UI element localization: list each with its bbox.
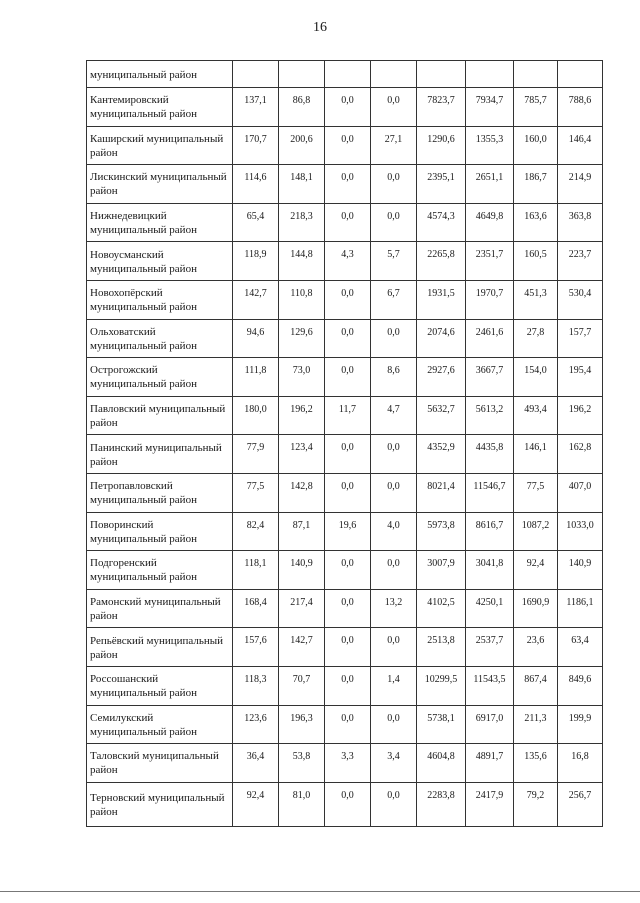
value-cell: 195,4 <box>558 358 603 397</box>
value-cell: 788,6 <box>558 88 603 127</box>
value-cell: 1355,3 <box>466 126 514 165</box>
table-row <box>87 628 603 667</box>
value-cell: 5973,8 <box>417 512 466 551</box>
value-cell: 23,6 <box>514 628 558 667</box>
value-cell: 0,0 <box>325 628 371 667</box>
value-cell: 146,1 <box>514 435 558 474</box>
value-cell: 2537,7 <box>466 628 514 667</box>
value-cell: 0,0 <box>325 203 371 242</box>
value-cell: 0,0 <box>371 435 417 474</box>
value-cell: 11543,5 <box>466 666 514 705</box>
value-cell: 186,7 <box>514 165 558 204</box>
value-cell: 162,8 <box>558 435 603 474</box>
value-cell: 11546,7 <box>466 473 514 512</box>
value-cell: 13,2 <box>371 589 417 628</box>
value-cell: 144,8 <box>279 242 325 281</box>
value-cell: 0,0 <box>325 551 371 590</box>
value-cell: 27,1 <box>371 126 417 165</box>
district-name-cell: Каширский муниципальный район <box>87 126 233 165</box>
value-cell: 1033,0 <box>558 512 603 551</box>
value-cell: 118,3 <box>233 666 279 705</box>
value-cell: 142,8 <box>279 473 325 512</box>
value-cell <box>233 61 279 88</box>
value-cell: 0,0 <box>371 165 417 204</box>
value-cell: 5613,2 <box>466 396 514 435</box>
value-cell: 2395,1 <box>417 165 466 204</box>
value-cell: 3,3 <box>325 744 371 783</box>
value-cell: 123,6 <box>233 705 279 744</box>
value-cell: 86,8 <box>279 88 325 127</box>
value-cell: 1970,7 <box>466 280 514 319</box>
value-cell: 0,0 <box>325 358 371 397</box>
table-row <box>87 744 603 783</box>
value-cell: 157,7 <box>558 319 603 358</box>
value-cell: 114,6 <box>233 165 279 204</box>
district-name-cell: муниципальный район <box>87 61 233 88</box>
value-cell: 0,0 <box>325 473 371 512</box>
value-cell: 65,4 <box>233 203 279 242</box>
table-row <box>87 203 603 242</box>
table-row <box>87 126 603 165</box>
table-row <box>87 61 603 88</box>
value-cell: 6,7 <box>371 280 417 319</box>
value-cell: 73,0 <box>279 358 325 397</box>
value-cell: 157,6 <box>233 628 279 667</box>
value-cell: 0,0 <box>325 280 371 319</box>
table-row <box>87 666 603 705</box>
district-name-cell: Репьёвский муниципальный район <box>87 628 233 667</box>
table-row <box>87 551 603 590</box>
value-cell: 92,4 <box>514 551 558 590</box>
value-cell: 0,0 <box>325 126 371 165</box>
value-cell: 196,3 <box>279 705 325 744</box>
value-cell: 10299,5 <box>417 666 466 705</box>
value-cell: 4891,7 <box>466 744 514 783</box>
district-name-cell: Россошанский муниципальный район <box>87 666 233 705</box>
value-cell: 211,3 <box>514 705 558 744</box>
value-cell: 0,0 <box>325 666 371 705</box>
value-cell: 0,0 <box>325 705 371 744</box>
value-cell: 0,0 <box>371 88 417 127</box>
value-cell: 129,6 <box>279 319 325 358</box>
value-cell: 5632,7 <box>417 396 466 435</box>
table-row <box>87 358 603 397</box>
value-cell: 137,1 <box>233 88 279 127</box>
value-cell: 217,4 <box>279 589 325 628</box>
district-name-cell: Подгоренский муниципальный район <box>87 551 233 590</box>
value-cell: 63,4 <box>558 628 603 667</box>
value-cell: 0,0 <box>325 589 371 628</box>
value-cell: 1186,1 <box>558 589 603 628</box>
value-cell: 92,4 <box>233 782 279 826</box>
value-cell: 140,9 <box>279 551 325 590</box>
value-cell: 123,4 <box>279 435 325 474</box>
value-cell: 0,0 <box>371 551 417 590</box>
value-cell: 77,5 <box>514 473 558 512</box>
district-name-cell: Новоусманский муниципальный район <box>87 242 233 281</box>
value-cell: 160,0 <box>514 126 558 165</box>
value-cell: 7934,7 <box>466 88 514 127</box>
district-name-cell: Петропавловский муниципальный район <box>87 473 233 512</box>
value-cell <box>371 61 417 88</box>
table-row <box>87 512 603 551</box>
value-cell: 1690,9 <box>514 589 558 628</box>
value-cell: 148,1 <box>279 165 325 204</box>
value-cell: 785,7 <box>514 88 558 127</box>
value-cell: 0,0 <box>325 782 371 826</box>
table-row <box>87 88 603 127</box>
value-cell: 849,6 <box>558 666 603 705</box>
value-cell: 2927,6 <box>417 358 466 397</box>
value-cell: 2074,6 <box>417 319 466 358</box>
value-cell <box>325 61 371 88</box>
value-cell: 0,0 <box>325 88 371 127</box>
district-name-cell: Терновский муниципальный район <box>87 782 233 826</box>
value-cell: 135,6 <box>514 744 558 783</box>
table-row <box>87 782 603 826</box>
value-cell: 77,9 <box>233 435 279 474</box>
value-cell: 4,3 <box>325 242 371 281</box>
value-cell: 87,1 <box>279 512 325 551</box>
table-row <box>87 435 603 474</box>
value-cell: 8616,7 <box>466 512 514 551</box>
value-cell: 4102,5 <box>417 589 466 628</box>
value-cell: 256,7 <box>558 782 603 826</box>
value-cell: 4,7 <box>371 396 417 435</box>
value-cell: 27,8 <box>514 319 558 358</box>
value-cell: 110,8 <box>279 280 325 319</box>
value-cell: 79,2 <box>514 782 558 826</box>
value-cell: 1087,2 <box>514 512 558 551</box>
district-name-cell: Поворинский муниципальный район <box>87 512 233 551</box>
district-name-cell: Таловский муниципальный район <box>87 744 233 783</box>
table-body <box>87 61 603 827</box>
value-cell <box>466 61 514 88</box>
value-cell: 4,0 <box>371 512 417 551</box>
value-cell: 1931,5 <box>417 280 466 319</box>
value-cell: 4250,1 <box>466 589 514 628</box>
table-row <box>87 589 603 628</box>
value-cell: 8021,4 <box>417 473 466 512</box>
value-cell: 6917,0 <box>466 705 514 744</box>
value-cell: 223,7 <box>558 242 603 281</box>
value-cell: 867,4 <box>514 666 558 705</box>
value-cell: 4352,9 <box>417 435 466 474</box>
value-cell: 493,4 <box>514 396 558 435</box>
page-number: 16 <box>313 20 327 35</box>
value-cell: 11,7 <box>325 396 371 435</box>
district-name-cell: Рамонский муниципальный район <box>87 589 233 628</box>
value-cell: 0,0 <box>371 319 417 358</box>
table-row <box>87 242 603 281</box>
district-name-cell: Панинский муниципальный район <box>87 435 233 474</box>
value-cell: 0,0 <box>371 705 417 744</box>
value-cell: 2461,6 <box>466 319 514 358</box>
value-cell <box>417 61 466 88</box>
value-cell: 4649,8 <box>466 203 514 242</box>
value-cell: 2283,8 <box>417 782 466 826</box>
value-cell: 2651,1 <box>466 165 514 204</box>
value-cell: 2265,8 <box>417 242 466 281</box>
value-cell: 199,9 <box>558 705 603 744</box>
table-row <box>87 705 603 744</box>
value-cell: 1290,6 <box>417 126 466 165</box>
value-cell: 1,4 <box>371 666 417 705</box>
value-cell: 53,8 <box>279 744 325 783</box>
value-cell: 5738,1 <box>417 705 466 744</box>
value-cell: 19,6 <box>325 512 371 551</box>
value-cell: 0,0 <box>325 319 371 358</box>
value-cell <box>279 61 325 88</box>
value-cell: 196,2 <box>558 396 603 435</box>
district-name-cell: Острогожский муниципальный район <box>87 358 233 397</box>
value-cell <box>514 61 558 88</box>
value-cell: 214,9 <box>558 165 603 204</box>
district-data-table <box>86 60 603 827</box>
value-cell: 111,8 <box>233 358 279 397</box>
value-cell: 142,7 <box>279 628 325 667</box>
value-cell: 70,7 <box>279 666 325 705</box>
value-cell: 7823,7 <box>417 88 466 127</box>
value-cell: 82,4 <box>233 512 279 551</box>
value-cell: 94,6 <box>233 319 279 358</box>
value-cell: 118,1 <box>233 551 279 590</box>
table-row <box>87 280 603 319</box>
value-cell: 3041,8 <box>466 551 514 590</box>
value-cell: 407,0 <box>558 473 603 512</box>
value-cell: 2351,7 <box>466 242 514 281</box>
value-cell: 4604,8 <box>417 744 466 783</box>
value-cell: 140,9 <box>558 551 603 590</box>
value-cell: 36,4 <box>233 744 279 783</box>
value-cell <box>558 61 603 88</box>
value-cell: 4435,8 <box>466 435 514 474</box>
value-cell: 146,4 <box>558 126 603 165</box>
district-name-cell: Семилукский муниципальный район <box>87 705 233 744</box>
value-cell: 0,0 <box>371 628 417 667</box>
value-cell: 0,0 <box>371 203 417 242</box>
table-row <box>87 319 603 358</box>
value-cell: 16,8 <box>558 744 603 783</box>
value-cell: 2417,9 <box>466 782 514 826</box>
value-cell: 200,6 <box>279 126 325 165</box>
value-cell: 81,0 <box>279 782 325 826</box>
district-name-cell: Нижнедевицкий муниципальный район <box>87 203 233 242</box>
value-cell: 0,0 <box>371 782 417 826</box>
value-cell: 451,3 <box>514 280 558 319</box>
value-cell: 363,8 <box>558 203 603 242</box>
value-cell: 170,7 <box>233 126 279 165</box>
value-cell: 142,7 <box>233 280 279 319</box>
table-row <box>87 396 603 435</box>
table-row <box>87 165 603 204</box>
district-name-cell: Лискинский муниципальный район <box>87 165 233 204</box>
district-name-cell: Ольховатский муниципальный район <box>87 319 233 358</box>
district-name-cell: Кантемировский муниципальный район <box>87 88 233 127</box>
value-cell: 218,3 <box>279 203 325 242</box>
value-cell: 118,9 <box>233 242 279 281</box>
value-cell: 3667,7 <box>466 358 514 397</box>
district-name-cell: Новохопёрский муниципальный район <box>87 280 233 319</box>
value-cell: 2513,8 <box>417 628 466 667</box>
value-cell: 196,2 <box>279 396 325 435</box>
value-cell: 530,4 <box>558 280 603 319</box>
value-cell: 160,5 <box>514 242 558 281</box>
value-cell: 8,6 <box>371 358 417 397</box>
value-cell: 3007,9 <box>417 551 466 590</box>
value-cell: 77,5 <box>233 473 279 512</box>
value-cell: 4574,3 <box>417 203 466 242</box>
value-cell: 163,6 <box>514 203 558 242</box>
value-cell: 0,0 <box>325 165 371 204</box>
value-cell: 168,4 <box>233 589 279 628</box>
value-cell: 0,0 <box>325 435 371 474</box>
value-cell: 154,0 <box>514 358 558 397</box>
district-name-cell: Павловский муниципальный район <box>87 396 233 435</box>
footer-divider <box>0 891 640 892</box>
value-cell: 5,7 <box>371 242 417 281</box>
value-cell: 3,4 <box>371 744 417 783</box>
value-cell: 180,0 <box>233 396 279 435</box>
table-row <box>87 473 603 512</box>
value-cell: 0,0 <box>371 473 417 512</box>
